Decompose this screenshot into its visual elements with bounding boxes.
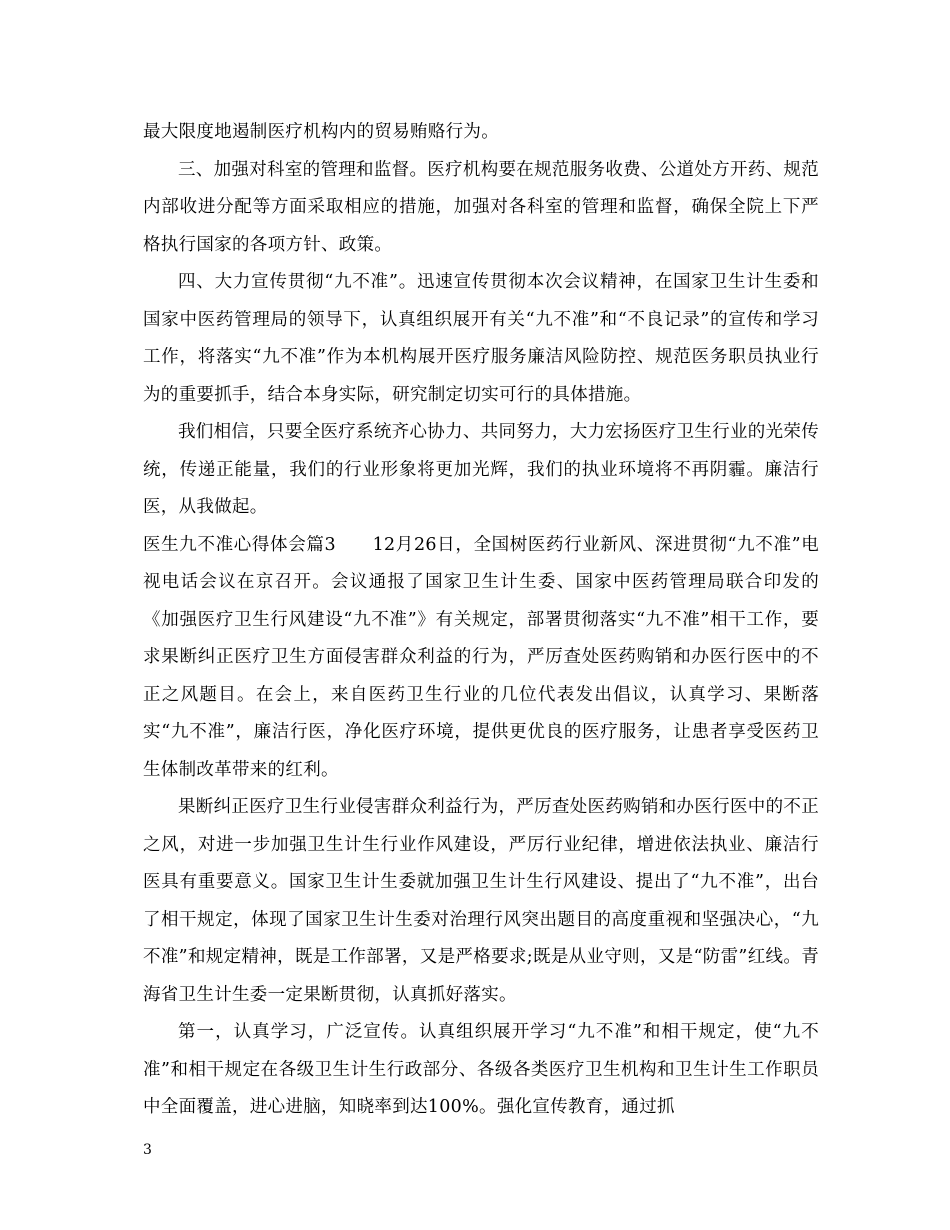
paragraph-continuation: 最大限度地遏制医疗机构内的贸易贿赂行为。 — [143, 122, 499, 142]
paragraph-section-four: 四、大力宣传贯彻“九不准”。迅速宣传贯彻本次会议精神，在国家卫生计生委和国家中医药管理局的领导下，认真组织展开有关“九不准”和“不良记录”的宣传和学习工作，将落实“九不准”作为本机构展开医疗服务廉洁风险防控、规范医务职员执业行为的重要抓手，结合本身实际，研究制定切实可行的具体措施。 — [143, 272, 819, 405]
paragraph-conclusion: 我们相信，只要全医疗系统齐心协力、共同努力，大力宏扬医疗卫生行业的光荣传统，传递正能量，我们的行业形象将更加光辉，我们的执业环境将不再阴霾。廉洁行医，从我做起。 — [143, 422, 819, 517]
document-body — [143, 114, 819, 1127]
paragraph-article-three-heading: 医生九不准心得体会篇3 12月26日，全国树医药行业新风、深进贯彻“九不准”电视电话会议在京召开。会议通报了国家卫生计生委、国家中医药管理局联合印发的《加强医疗卫生行风建设“九不准”》有关规定，部署贯彻落实“九不准”相干工作，要求果断纠正医疗卫生方面侵害群众利益的行为，严厉查处医药购销和办医行医中的不正之风题目。在会上，来自医药卫生行业的几位代表发出倡议，认真学习、果断落实“九不准”，廉洁行医，净化医疗环境，提供更优良的医疗服务，让患者享受医药卫生体制改革带来的红利。 — [143, 534, 819, 780]
page-number: 3 — [143, 1142, 152, 1158]
paragraph-first-point: 第一，认真学习，广泛宣传。认真组织展开学习“九不准”和相干规定，使“九不准”和相干规定在各级卫生计生行政部分、各级各类医疗卫生机构和卫生计生工作职员中全面覆盖，进心进脑，知晓率到达100%。强化宣传教育，通过抓 — [143, 1022, 819, 1117]
paragraph-significance: 果断纠正医疗卫生行业侵害群众利益行为，严厉查处医药购销和办医行医中的不正之风，对进一步加强卫生计生行业作风建设，严厉行业纪律，增进依法执业、廉洁行医具有重要意义。国家卫生计生委就加强卫生计生行风建设、提出了“九不准”，出台了相干规定，体现了国家卫生计生委对治理行风突出题目的高度重视和坚强决心，“九不准”和规定精神，既是工作部署，又是严格要求;既是从业守则，又是“防雷”红线。青海省卫生计生委一定果断贯彻，认真抓好落实。 — [143, 797, 819, 1005]
paragraph-section-three: 三、加强对科室的管理和监督。医疗机构要在规范服务收费、公道处方开药、规范内部收进分配等方面采取相应的措施，加强对各科室的管理和监督，确保全院上下严格执行国家的各项方针、政策。 — [143, 159, 819, 255]
